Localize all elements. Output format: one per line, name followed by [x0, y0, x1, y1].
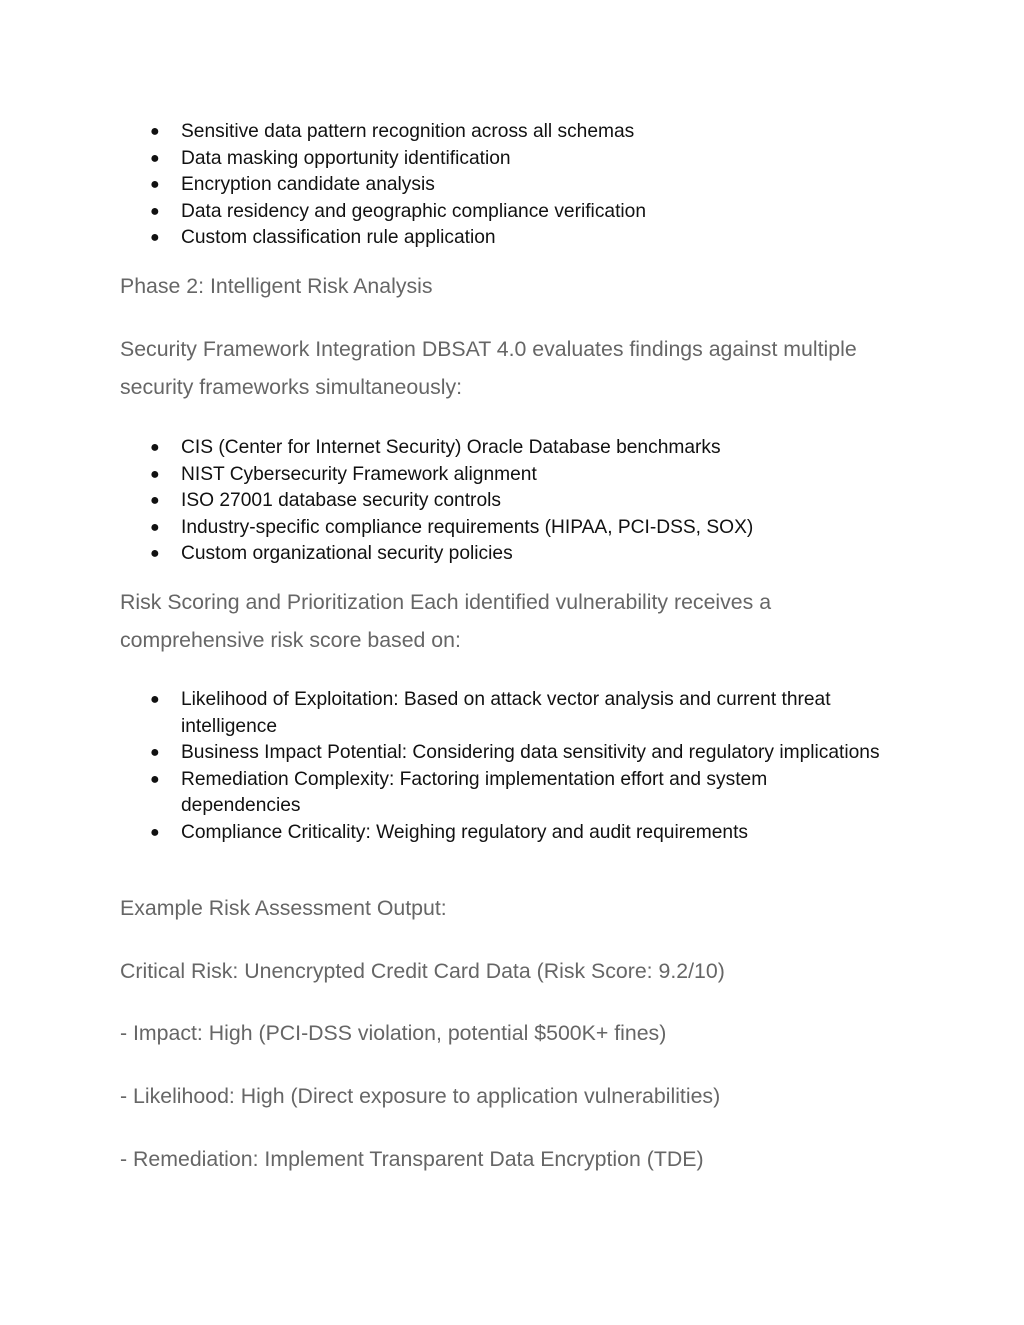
bullet-icon: ● [150, 744, 160, 762]
list-item: ● NIST Cybersecurity Framework alignment [150, 462, 910, 489]
bullet-icon: ● [150, 149, 160, 167]
bullet-icon: ● [150, 439, 160, 456]
list-item: ● Likelihood of Exploitation: Based on attack vector analysis and current threat intelligence [150, 689, 831, 737]
framework-paragraph: Security Framework Integration DBSAT 4.0 evaluates findings against multiple security frameworks simultaneously: [120, 337, 857, 399]
likelihood-line: - Likelihood: High (Direct exposure to application vulnerabilities) [120, 1084, 721, 1108]
bullet-icon: ● [150, 202, 160, 220]
list-item: ● Encryption candidate analysis [150, 172, 910, 199]
remediation-line: - Remediation: Implement Transparent Data Encryption (TDE) [120, 1147, 704, 1171]
bullet-icon: ● [150, 691, 160, 708]
list-item: ● CIS (Center for Internet Security) Oracle Database benchmarks [150, 435, 910, 462]
bullet-icon: ● [150, 229, 160, 247]
bullet-icon: ● [150, 492, 160, 510]
risk-factor-list [150, 687, 880, 847]
bullet-icon: ● [150, 545, 160, 563]
list-item: ● Data masking opportunity identification [150, 146, 910, 173]
list-item: ● Custom classification rule application [150, 225, 910, 252]
list-item: ● Data residency and geographic compliance verification [150, 199, 910, 226]
bullet-icon: ● [150, 518, 160, 536]
framework-list [150, 435, 910, 568]
critical-risk-line: Critical Risk: Unencrypted Credit Card Data (Risk Score: 9.2/10) [120, 959, 725, 983]
list-item: ● Custom organizational security policies [150, 541, 910, 568]
list-item: ● ISO 27001 database security controls [150, 488, 910, 515]
risk-scoring-paragraph: Risk Scoring and Prioritization Each identified vulnerability receives a comprehensive risk score based on: [120, 590, 772, 652]
list-item: ● Industry-specific compliance requirements (HIPAA, PCI-DSS, SOX) [150, 515, 910, 542]
bullet-icon: ● [150, 823, 160, 841]
list-item: ● Business Impact Potential: Considering data sensitivity and regulatory implications [150, 740, 880, 767]
bullet-icon: ● [150, 123, 160, 140]
bullet-icon: ● [150, 465, 160, 483]
list-item: ● Sensitive data pattern recognition across all schemas [150, 119, 910, 146]
bullet-icon: ● [150, 770, 160, 788]
classification-feature-list [150, 119, 910, 252]
example-heading: Example Risk Assessment Output: [120, 896, 447, 920]
list-item: ● Compliance Criticality: Weighing regulatory and audit requirements [150, 820, 880, 847]
impact-line: - Impact: High (PCI-DSS violation, potential $500K+ fines) [120, 1021, 667, 1045]
bullet-icon: ● [150, 176, 160, 194]
phase2-heading: Phase 2: Intelligent Risk Analysis [120, 274, 433, 298]
list-item: ● Remediation Complexity: Factoring implementation effort and system dependencies [150, 768, 768, 817]
